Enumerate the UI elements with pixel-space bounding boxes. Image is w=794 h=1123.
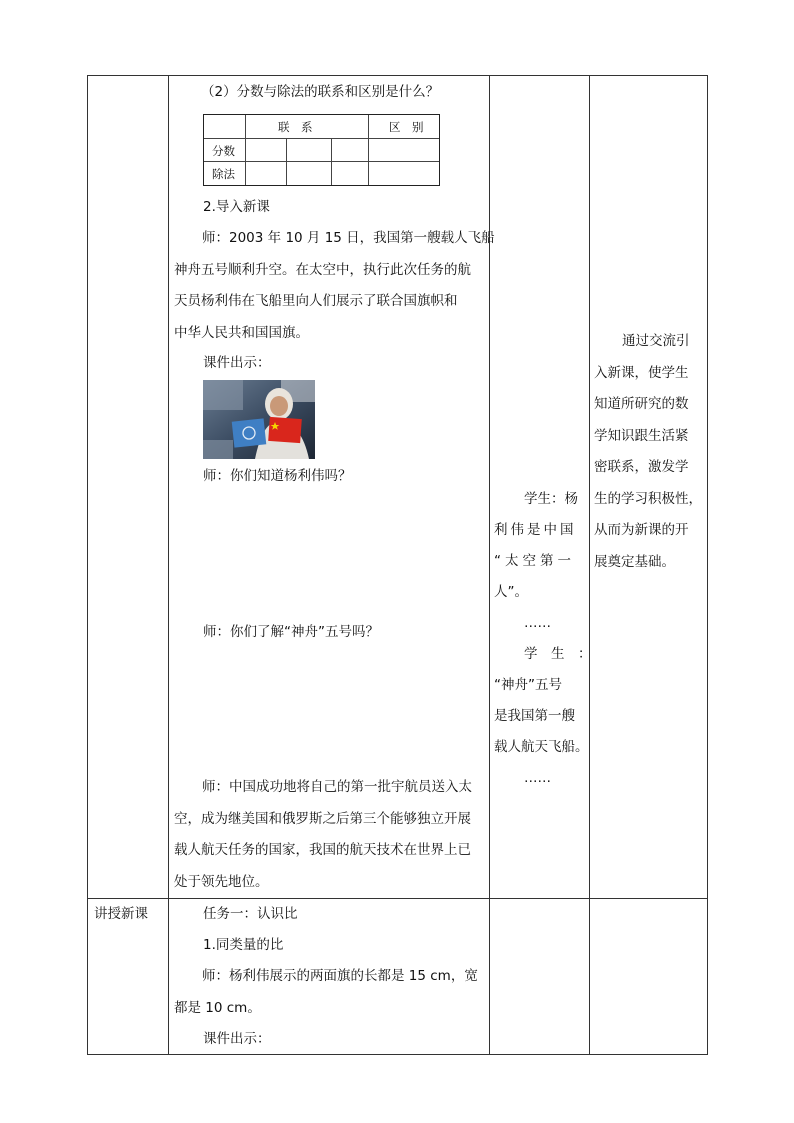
row-label-fraction: 分数 xyxy=(212,144,235,158)
table-border-bottom xyxy=(87,1054,708,1055)
question-text: （2）分数与除法的联系和区别是什么？ xyxy=(201,84,440,100)
courseware-label-1: 课件出示： xyxy=(203,355,271,371)
section-heading-intro: 2.导入新课 xyxy=(203,199,270,215)
task-heading: 任务一：认识比 xyxy=(203,906,298,922)
stage-label: 讲授新课 xyxy=(94,906,148,922)
sub-heading: 1.同类量的比 xyxy=(203,937,284,953)
teacher-question-1: 师：你们知道杨利伟吗？ xyxy=(203,468,352,484)
table-border-left xyxy=(87,75,88,1055)
header-connection: 联 系 xyxy=(278,120,313,134)
header-difference: 区 别 xyxy=(389,120,424,134)
comparison-table xyxy=(203,114,440,186)
astronaut-photo xyxy=(203,380,315,459)
teacher-paragraph-3: 师：杨利伟展示的两面旗的长都是 15 cm，宽 都是 10 cm。 xyxy=(174,968,478,1016)
courseware-label-2: 课件出示： xyxy=(203,1031,271,1047)
student-answer-1: 学生：杨 利伟是中国 “太空第一 人”。 …… xyxy=(494,491,578,631)
teacher-paragraph-2: 师：中国成功地将自己的第一批宇航员送入太 空，成为继美国和俄罗斯之后第三个能够独立开展 载人航天任务的国家，我国的航天技术在世界上已 处于领先地位。 xyxy=(174,779,472,890)
table-divider-2 xyxy=(489,75,490,1055)
teacher-question-2: 师：你们了解“神舟”五号吗？ xyxy=(203,624,379,640)
table-divider-1 xyxy=(168,75,169,1055)
astronaut-image-icon xyxy=(203,380,315,459)
row-label-division: 除法 xyxy=(212,167,235,181)
table-border-right xyxy=(707,75,708,1055)
table-border-top xyxy=(87,75,708,76)
table-divider-3 xyxy=(589,75,590,1055)
student-answer-2: 学 生 ： “神舟”五号 是我国第一艘 载人航天飞船。 …… xyxy=(494,646,592,786)
design-intent-text: 通过交流引 入新课，使学生 知道所研究的数 学知识跟生活紧 密联系，激发学 生的学习积极性， 从而为新课的开 展奠定基础。 xyxy=(594,333,702,570)
table-row-divider xyxy=(87,898,708,899)
teacher-paragraph-1: 师：2003 年 10 月 15 日，我国第一艘载人飞船 神舟五号顺利升空。在太空中，执行此次任务的航 天员杨利伟在飞船里向人们展示了联合国旗帜和 中华人民共和国国旗。 xyxy=(174,230,495,341)
